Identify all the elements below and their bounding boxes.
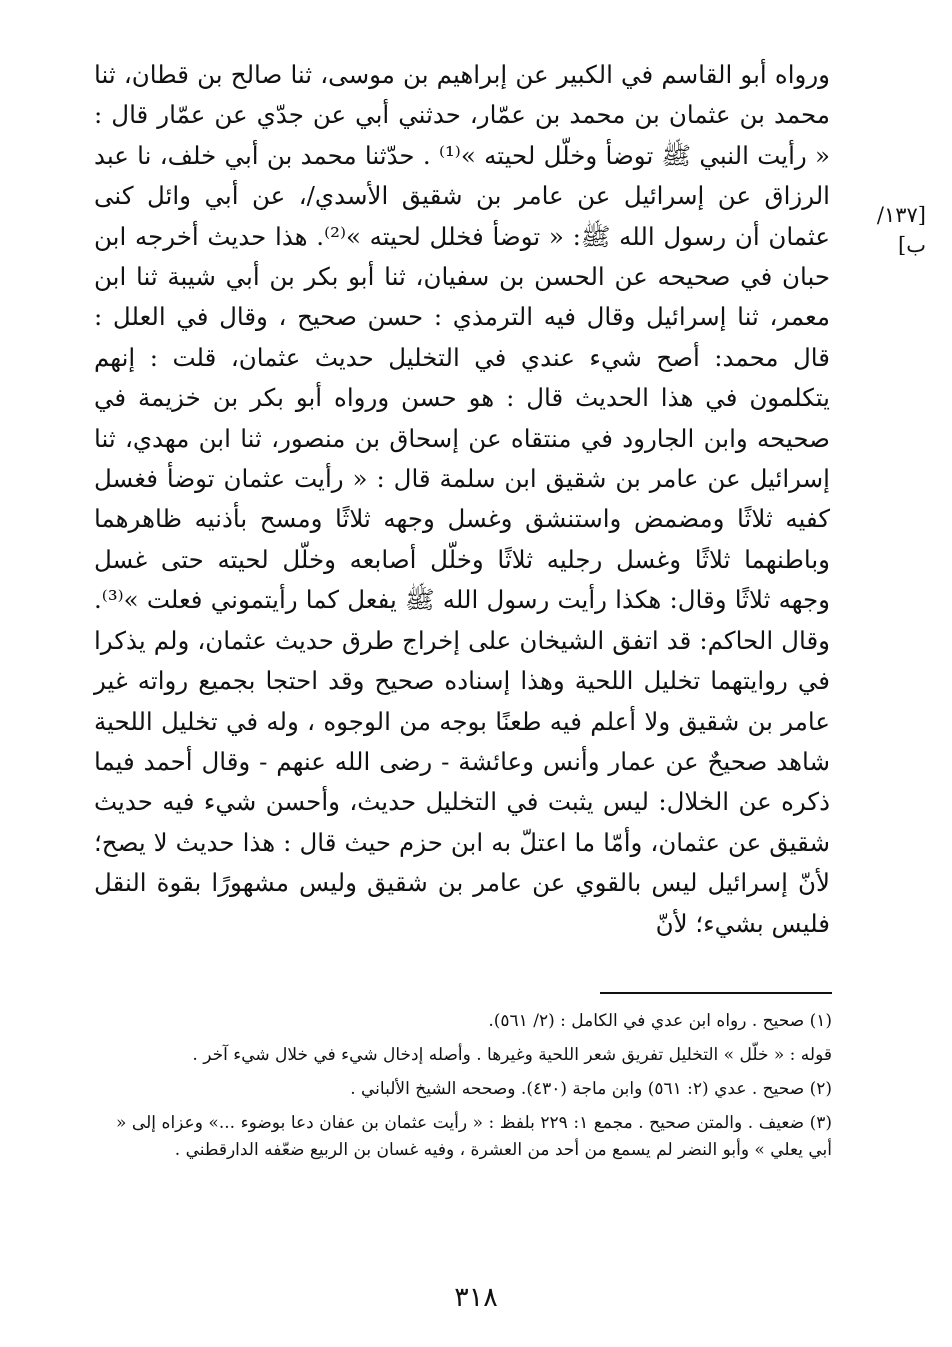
footnote-3: (٣) ضعيف . والمتن صحيح . مجمع ١: ٢٢٩ بلفظ : « رأيت عثمان بن عفان دعا بوضوء ...» وعزاه إلى « أبي يعلي » وأبو النضر لم يسمع من أحد من العشرة ، وفيه غسان بن الربيع ضعّفه الدارقطني .: [116, 1113, 832, 1160]
footnote-1: (١) صحيح . رواه ابن عدي في الكامل : (٢/ ٥٦١).: [488, 1011, 832, 1031]
main-paragraph: ورواه أبو القاسم في الكبير عن إبراهيم بن موسى، ثنا صالح بن قطان، ثنا محمد بن عثمان بن محمد بن عمّار، حدثني أبي عن جدّي عن عمّار قال : « رأيت النبي ﷺ توضأ وخلّل لحيته »⁽¹⁾ . حدّثنا محمد بن أبي خلف، نا عبد الرزاق عن إسرائيل عن عامر بن شقيق الأسدي/، عن أبي وائل كنى عثمان أن رسول الله ﷺ: « توضأ فخلل لحيته »⁽²⁾. هذا حديث أخرجه ابن حبان في صحيحه عن الحسن بن سفيان، ثنا أبو بكر بن أبي شيبة ثنا ابن معمر، ثنا إسرائيل وقال فيه الترمذي : حسن صحيح ، وقال في العلل : قال محمد: أصح شيء عندي في التخليل حديث عثمان، قلت : إنهم يتكلمون في هذا الحديث قال : هو حسن ورواه أبو بكر بن خزيمة في صحيحه وابن الجارود في منتقاه عن إسحاق بن منصور، ثنا ابن مهدي، ثنا إسرائيل عن عامر بن شقيق ابن سلمة قال : « رأيت عثمان توضأ فغسل كفيه ثلاثًا ومضمض واستنشق وغسل وجهه ثلاثًا ومسح بأذنيه ظاهرهما وباطنهما ثلاثًا وغسل رجليه ثلاثًا وخلّل أصابعه وخلّل لحيته حتى غسل وجهه ثلاثًا وقال: هكذا رأيت رسول الله ﷺ يفعل كما رأيتموني فعلت »⁽³⁾. وقال الحاكم: قد اتفق الشيخان على إخراج طرق حديث عثمان، ولم يذكرا في روايتهما تخليل اللحية وهذا إسناده صحيح وقد احتجا بجميع رواته غير عامر بن شقيق ولا أعلم فيه طعنًا بوجه من الوجوه ، وله في تخليل اللحية شاهد صحيحٌ عن عمار وأنس وعائشة - رضى الله عنهم - وقال أحمد فيما ذكره عن الخلال: ليس يثبت في التخليل حديث، وأحسن شيء فيه حديث شقيق عن عثمان، وأمّا ما اعتلّ به ابن حزم حيث قال : هذا حديث لا يصح؛ لأنّ إسرائيل ليس بالقوي عن عامر بن شقيق وليس مشهورًا بقوة النقل فليس بشيء؛ لأنّ: [94, 60, 830, 938]
main-text-body: [94, 55, 830, 944]
manuscript-folio-marker: [١٣٧/ ب]: [876, 203, 926, 257]
footnote-gloss: قوله : « خلّل » التخليل تفريق شعر اللحية وغيرها . وأصله إدخال شيء في خلال شيء آخر .: [192, 1045, 832, 1065]
footnote-2: (٢) صحيح . عدي (٢: ٥٦١) وابن ماجة (٤٣٠). وصححه الشيخ الألباني .: [350, 1079, 832, 1099]
page-number: ٣١٨: [454, 1282, 498, 1313]
footnote-separator: [600, 992, 832, 994]
footnotes-section: [116, 1008, 832, 1164]
